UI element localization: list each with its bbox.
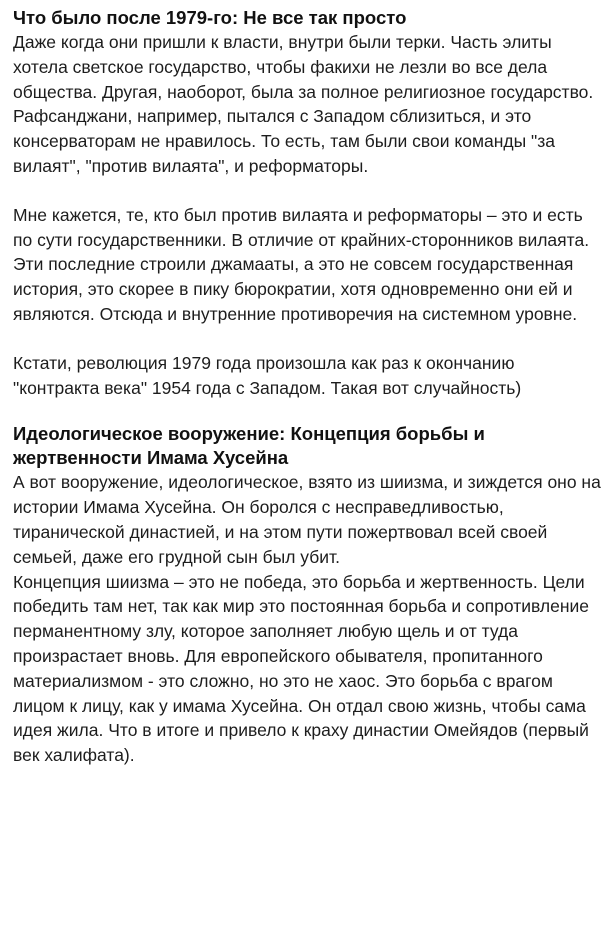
paragraph-statists: Мне кажется, те, кто был против вилаята и реформаторы – это и есть по сути государственники. В отличие от крайних-сторонников вилаята. Эти последние строили джамааты, а это не совсем государственная история, это скорее в пику бюрократии, хотя одновременно они ей и являются. Отсюда и внутренние противоречия на системном уровне. bbox=[13, 204, 590, 324]
paragraph-internal-conflicts: Даже когда они пришли к власти, внутри были терки. Часть элиты хотела светское государство, чтобы факихи не лезли во все дела общества. Другая, наоборот, была за полное религиозное государство. Рафсанджани, например, пытался с Западом сблизиться, и это консерваторам не нравилось. То есть, там были свои команды "за вилаят", "против вилаята", и реформаторы. bbox=[13, 32, 594, 176]
paragraph-spacer bbox=[13, 179, 605, 203]
paragraph-imam-hussein-story: А вот вооружение, идеологическое, взято из шиизма, и зиждется оно на истории Имама Хусейна. Он боролся с несправедливостью, тиранической династией, и на этом пути пожертвовал всей своей семьей, даже его грудной сын был убит. bbox=[13, 472, 601, 567]
paragraph-contract-of-century: Кстати, революция 1979 года произошла как раз к окончанию "контракта века" 1954 года с Западом. Такая вот случайность) bbox=[13, 352, 522, 398]
section-heading-after-1979: Что было после 1979-го: Не все так просто bbox=[13, 7, 407, 28]
paragraph-shiism-concept: Концепция шиизма – это не победа, это борьба и жертвенность. Цели победить там нет, так как мир это постоянная борьба и сопротивление перманентному злу, которое заполняет любую щель и от туда произрастает вновь. Для европейского обывателя, пропитанного материализмом - это сложно, но это не хаос. Это борьба с врагом лицом к лицу, как у имама Хусейна. Он отдал свою жизнь, чтобы сама идея жила. Что в итоге и привело к краху династии Омейядов (первый век халифата). bbox=[13, 571, 590, 766]
paragraph-spacer bbox=[13, 327, 605, 351]
paragraph-spacer bbox=[13, 400, 605, 422]
section-heading-ideological-armament: Идеологическое вооружение: Концепция борьбы и жертвенности Имама Хусейна bbox=[13, 423, 485, 469]
